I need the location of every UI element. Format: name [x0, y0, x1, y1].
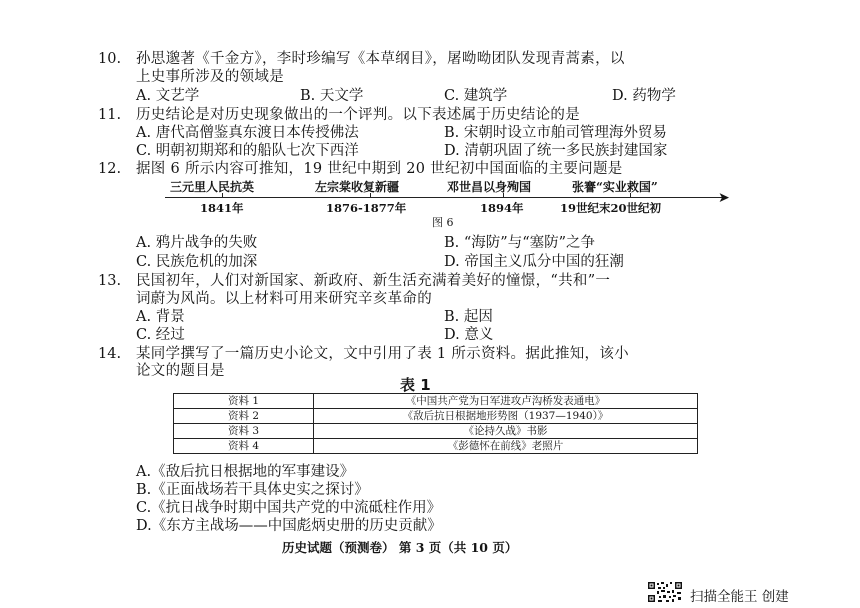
scanner-watermark-label: 扫描全能王 创建	[690, 589, 789, 605]
question-13-stem-line1: 民国初年，人们对新国家、新政府、新生活充满着美好的憧憬，“共和”一	[136, 273, 611, 289]
source-table	[173, 393, 698, 454]
question-10-option-c: C. 建筑学	[444, 88, 508, 104]
question-12-stem-line1: 据图 6 所示内容可推知，19 世纪中期到 20 世纪初中国面临的主要问题是	[136, 161, 623, 177]
question-14-number: 14.	[98, 346, 122, 362]
table-cell-value: 《彭德怀在前线》老照片	[314, 439, 698, 454]
timeline-tick	[630, 193, 631, 198]
question-11-stem-line1: 历史结论是对历史现象做出的一个评判。以下表述属于历史结论的是	[136, 107, 580, 123]
timeline-tick	[503, 193, 504, 198]
question-13-option-a: A. 背景	[136, 309, 185, 325]
question-11-number: 11.	[98, 107, 122, 123]
question-13-stem-line2: 词蔚为风尚。以上材料可用来研究辛亥革命的	[136, 291, 432, 307]
question-13-option-d: D. 意义	[444, 327, 494, 343]
question-13-option-b: B. 起因	[444, 309, 493, 325]
question-11-option-b: B. 宋朝时设立市舶司管理海外贸易	[444, 125, 667, 141]
timeline-event-2: 左宗棠收复新疆	[315, 180, 400, 194]
question-11-option-c: C. 明朝初期郑和的船队七次下西洋	[136, 143, 359, 159]
question-14-option-b: B.《正面战场若干具体史实之探讨》	[136, 482, 369, 498]
table-row	[174, 424, 698, 439]
timeline-event-4: 张謇“实业救国”	[572, 180, 658, 194]
question-14-option-d: D.《东方主战场——中国彪炳史册的历史贡献》	[136, 518, 442, 534]
table-cell-value: 《论持久战》书影	[314, 424, 698, 439]
timeline-year-4: 19世纪末20世纪初	[560, 201, 662, 215]
table-row	[174, 439, 698, 454]
timeline-event-1: 三元里人民抗英	[170, 180, 255, 194]
question-11-option-d: D. 清朝巩固了统一多民族封建国家	[444, 143, 668, 159]
question-11-option-a: A. 唐代高僧鉴真东渡日本传授佛法	[136, 125, 359, 141]
question-10-stem-line2: 上史事所涉及的领域是	[136, 69, 284, 85]
table-cell-label: 资料 3	[174, 424, 314, 439]
question-14-stem-line1: 某同学撰写了一篇历史小论文，文中引用了表 1 所示资料。据此推知，该小	[136, 346, 629, 362]
question-12-option-c: C. 民族危机的加深	[136, 254, 258, 270]
timeline-tick	[222, 193, 223, 198]
question-12-option-a: A. 鸦片战争的失败	[136, 235, 258, 251]
question-14-stem-line2: 论文的题目是	[136, 363, 225, 379]
question-14-option-a: A.《敌后抗日根据地的军事建设》	[136, 464, 355, 480]
question-10-option-a: A. 文艺学	[136, 88, 200, 104]
question-14-option-c: C.《抗日战争时期中国共产党的中流砥柱作用》	[136, 500, 442, 516]
qr-code-icon	[647, 581, 683, 603]
timeline-year-2: 1876-1877年	[326, 201, 407, 215]
timeline-arrowhead: ➤	[718, 190, 730, 206]
timeline-event-3: 邓世昌以身殉国	[447, 180, 532, 194]
table-cell-label: 资料 2	[174, 409, 314, 424]
question-13-number: 13.	[98, 273, 122, 289]
question-10-stem-line1: 孙思邈著《千金方》，李时珍编写《本草纲目》，屠呦呦团队发现青蒿素，以	[136, 51, 625, 67]
table-cell-label: 资料 4	[174, 439, 314, 454]
table-cell-value: 《敌后抗日根据地形势图（1937—1940）》	[314, 409, 698, 424]
timeline-year-1: 1841年	[200, 201, 244, 215]
question-10-option-b: B. 天文学	[300, 88, 364, 104]
timeline-tick	[370, 193, 371, 198]
question-12-option-d: D. 帝国主义瓜分中国的狂潮	[444, 254, 624, 270]
question-10-option-d: D. 药物学	[612, 88, 676, 104]
figure-6-caption: 图 6	[432, 216, 454, 229]
question-10-number: 10.	[98, 51, 122, 67]
question-13-option-c: C. 经过	[136, 327, 185, 343]
timeline-axis	[165, 197, 723, 198]
table-1-title: 表 1	[400, 376, 431, 394]
table-row	[174, 409, 698, 424]
table-cell-value: 《中国共产党为日军进攻卢沟桥发表通电》	[314, 394, 698, 409]
timeline-year-3: 1894年	[480, 201, 524, 215]
question-12-number: 12.	[98, 161, 122, 177]
table-row	[174, 394, 698, 409]
page-footer: 历史试题（预测卷） 第 3 页（共 10 页）	[282, 540, 518, 555]
question-12-option-b: B. “海防”与“塞防”之争	[444, 235, 596, 251]
table-cell-label: 资料 1	[174, 394, 314, 409]
